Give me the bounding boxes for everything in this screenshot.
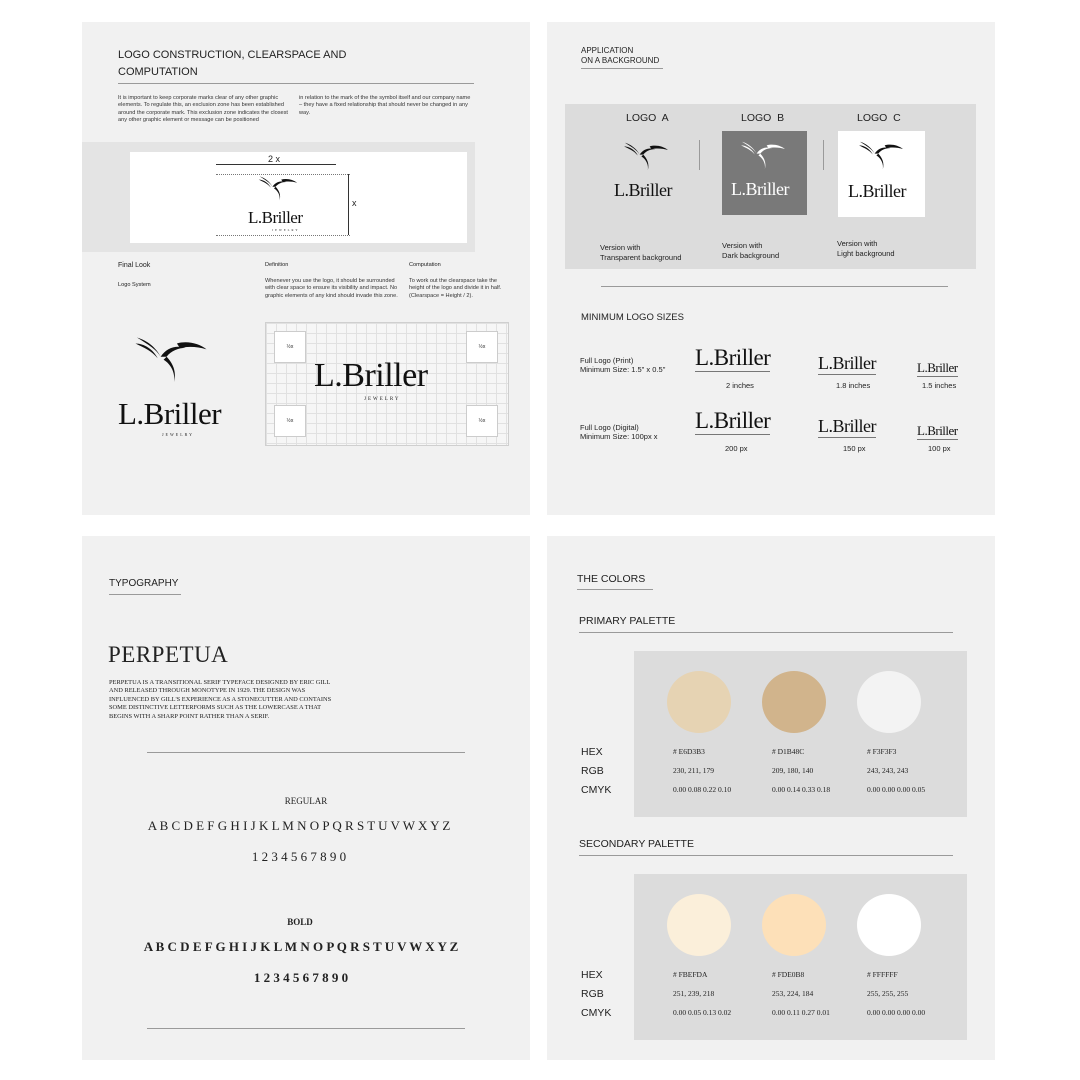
logo-b-dark-box	[722, 131, 807, 215]
logo-wordmark: L.Briller	[248, 208, 303, 227]
secondary-hex-label: HEX	[581, 969, 603, 981]
secondary-rgb-1: 251, 239, 218	[673, 989, 715, 998]
secondary-hex-3: # FFFFFF	[867, 970, 898, 979]
caption-line1: Version with	[837, 239, 878, 248]
secondary-cmyk-3: 0.00 0.00 0.00 0.00	[867, 1008, 926, 1017]
logo-a-label: LOGO A	[626, 112, 669, 124]
secondary-rgb-3: 255, 255, 255	[867, 989, 909, 998]
primary-swatch-1	[667, 671, 731, 733]
panel-application	[547, 22, 995, 515]
final-look-label: Final Look	[118, 262, 151, 269]
divider	[581, 68, 663, 69]
logo-print-15in: L.Briller	[917, 360, 958, 375]
digital-size-150: 150 px	[843, 444, 866, 453]
logo-print-18in: L.Briller	[818, 353, 876, 373]
dim-label-x: x	[352, 198, 357, 208]
primary-rgb-1: 230, 211, 179	[673, 766, 714, 775]
logo-wordmark: L.Briller	[848, 181, 906, 201]
digital-size-200: 200 px	[725, 444, 748, 453]
bird-icon	[258, 174, 298, 202]
logo-wordmark: L.Briller	[731, 179, 789, 199]
clearspace-marker: ½x	[466, 405, 498, 437]
clearspace-marker: ½x	[466, 331, 498, 363]
dim-label-2x: 2 x	[268, 154, 281, 164]
separator	[823, 140, 824, 170]
divider	[118, 83, 474, 84]
caption-line2: Light background	[837, 249, 895, 258]
definition-body: Whenever you use the logo, it should be surrounded with clear space to ensure its visibility and impact. No graphic elements of any kind should invade this zone.	[265, 278, 398, 299]
divider	[147, 752, 465, 753]
divider	[579, 632, 953, 633]
secondary-rgb-label: RGB	[581, 988, 604, 1000]
primary-hex-3: # F3F3F3	[867, 747, 897, 756]
typography-title: TYPOGRAPHY	[109, 578, 179, 589]
application-title-line2: ON A BACKGROUND	[581, 56, 660, 65]
digital-label	[580, 423, 658, 441]
bird-icon	[858, 139, 904, 171]
definition-title: Definition	[265, 262, 289, 268]
bold-label: BOLD	[287, 917, 313, 927]
construction-body-left: It is important to keep corporate marks clear of any other graphic elements. To regulate this, an exclusion zone has been established around the corporate mark. This exclusion zone indicates the closest any other graphic element or message can be positioned	[118, 95, 288, 124]
logo-c-label: LOGO C	[857, 112, 901, 124]
caption-line2: Transparent background	[600, 253, 682, 262]
logo-a-caption	[600, 243, 681, 263]
divider	[109, 594, 181, 595]
min-sizes-title: MINIMUM LOGO SIZES	[581, 312, 684, 323]
logo-digital-150: L.Briller	[818, 416, 876, 436]
computation-body: To work out the clearspace take the height of the logo and divide it in half. (Clearspace = Height / 2).	[409, 278, 502, 299]
logo-wordmark: L.Briller	[314, 357, 428, 394]
clearspace-diagram	[130, 152, 467, 243]
print-size-2in: 2 inches	[726, 381, 754, 390]
digital-size-100: 100 px	[928, 444, 951, 453]
regular-label: REGULAR	[284, 796, 328, 806]
application-title-line1: APPLICATION	[581, 46, 634, 55]
primary-title: PRIMARY PALETTE	[579, 615, 676, 627]
panel-logo-construction	[82, 22, 530, 515]
logo-digital-200: L.Briller	[695, 408, 771, 433]
print-label-line1: Full Logo (Print)	[580, 356, 634, 365]
bird-icon	[623, 140, 669, 172]
font-name: PERPETUA	[108, 642, 229, 667]
secondary-swatch-2	[762, 894, 826, 956]
primary-cmyk-1: 0.00 0.08 0.22 0.10	[673, 785, 732, 794]
primary-rgb-label: RGB	[581, 765, 604, 777]
logo-print-2in: L.Briller	[695, 345, 771, 370]
construction-body-right: in relation to the mark of the the symbol itself and our company name – they have a fixed relationship that should never be changed in any way.	[299, 95, 471, 116]
regular-alphabet: A B C D E F G H I J K L M N O P Q R S T U V W X Y Z	[147, 818, 451, 833]
bold-digits: 1 2 3 4 5 6 7 8 9 0	[253, 970, 349, 985]
bird-icon	[134, 330, 208, 388]
digital-label-line2: Minimum Size: 100px x	[580, 432, 658, 441]
construction-title	[118, 47, 346, 81]
divider	[147, 1028, 465, 1029]
logo-wordmark: L.Briller	[614, 180, 672, 200]
divider	[577, 589, 653, 590]
dim-line-vertical	[348, 174, 349, 235]
digital-label-line1: Full Logo (Digital)	[580, 423, 639, 432]
guide-bottom	[216, 235, 350, 236]
clearspace-marker: ½x	[274, 405, 306, 437]
logo-subtext: JEWELRY	[162, 432, 194, 437]
print-size-15in: 1.5 inches	[922, 381, 957, 390]
logo-c-light-box	[838, 131, 925, 217]
regular-digits: 1 2 3 4 5 6 7 8 9 0	[251, 849, 347, 864]
divider	[579, 855, 953, 856]
secondary-cmyk-1: 0.00 0.05 0.13 0.02	[673, 1008, 732, 1017]
logo-b-label: LOGO B	[741, 112, 785, 124]
secondary-cmyk-label: CMYK	[581, 1007, 612, 1019]
font-description: PERPETUA IS A TRANSITIONAL SERIF TYPEFACE DESIGNED BY ERIC GILL AND RELEASED THROUGH MONOTYPE IN 1929. THE DESIGN WAS INFLUENCED BY GILL'S EXPERIENCE AS A STONECUTTER AND CONTAINS SOME DISTINCTIVE LETTERFORMS SUCH AS THE LOWERCASE A THAT BEGINS WITH A SHARP POINT RATHER THAN A SERIF.	[109, 679, 332, 720]
primary-cmyk-2: 0.00 0.14 0.33 0.18	[772, 785, 831, 794]
logo-digital-100: L.Briller	[917, 423, 958, 438]
logo-subtext: JEWELRY	[272, 228, 300, 232]
primary-hex-label: HEX	[581, 746, 603, 758]
logo-wordmark-large: L.Briller	[118, 396, 222, 431]
print-label	[580, 356, 665, 374]
secondary-rgb-2: 253, 224, 184	[772, 989, 814, 998]
primary-rgb-2: 209, 180, 140	[772, 766, 814, 775]
secondary-title: SECONDARY PALETTE	[579, 838, 694, 850]
caption-line1: Version with	[722, 241, 763, 250]
print-size-18in: 1.8 inches	[836, 381, 871, 390]
computation-title: Computation	[409, 262, 441, 268]
clearspace-marker: ½x	[274, 331, 306, 363]
secondary-hex-2: # FDE0B8	[772, 970, 805, 979]
logo-b-caption	[722, 241, 779, 261]
caption-line2: Dark background	[722, 251, 780, 260]
primary-cmyk-label: CMYK	[581, 784, 612, 796]
secondary-cmyk-2: 0.00 0.11 0.27 0.01	[772, 1008, 830, 1017]
panel-typography	[82, 536, 530, 1060]
secondary-swatch-3	[857, 894, 921, 956]
primary-hex-1: # E6D3B3	[673, 747, 705, 756]
caption-line1: Version with	[600, 243, 641, 252]
application-title	[581, 46, 659, 66]
secondary-swatch-1	[667, 894, 731, 956]
bird-icon	[740, 139, 786, 171]
background-band	[565, 104, 976, 269]
secondary-hex-1: # FBEFDA	[673, 970, 708, 979]
dim-line-horizontal	[216, 164, 336, 165]
colors-title: THE COLORS	[577, 573, 646, 585]
print-label-line2: Minimum Size: 1.5" x 0.5"	[580, 365, 666, 374]
primary-rgb-3: 243, 243, 243	[867, 766, 909, 775]
panel-colors	[547, 536, 995, 1060]
primary-hex-2: # D1B48C	[772, 747, 805, 756]
primary-swatch-3	[857, 671, 921, 733]
construction-title-line2: COMPUTATION	[118, 66, 198, 78]
logo-system-label: Logo System	[118, 282, 151, 288]
separator	[699, 140, 700, 170]
logo-c-caption	[837, 239, 895, 259]
logo-grid-box	[265, 322, 509, 446]
primary-swatch-2	[762, 671, 826, 733]
primary-cmyk-3: 0.00 0.00 0.00 0.05	[867, 785, 926, 794]
divider	[601, 286, 948, 287]
logo-subtext: JEWELRY	[364, 397, 401, 402]
construction-title-line1: LOGO CONSTRUCTION, CLEARSPACE AND	[118, 49, 347, 61]
bold-alphabet: A B C D E F G H I J K L M N O P Q R S T U V W X Y Z	[143, 939, 459, 954]
